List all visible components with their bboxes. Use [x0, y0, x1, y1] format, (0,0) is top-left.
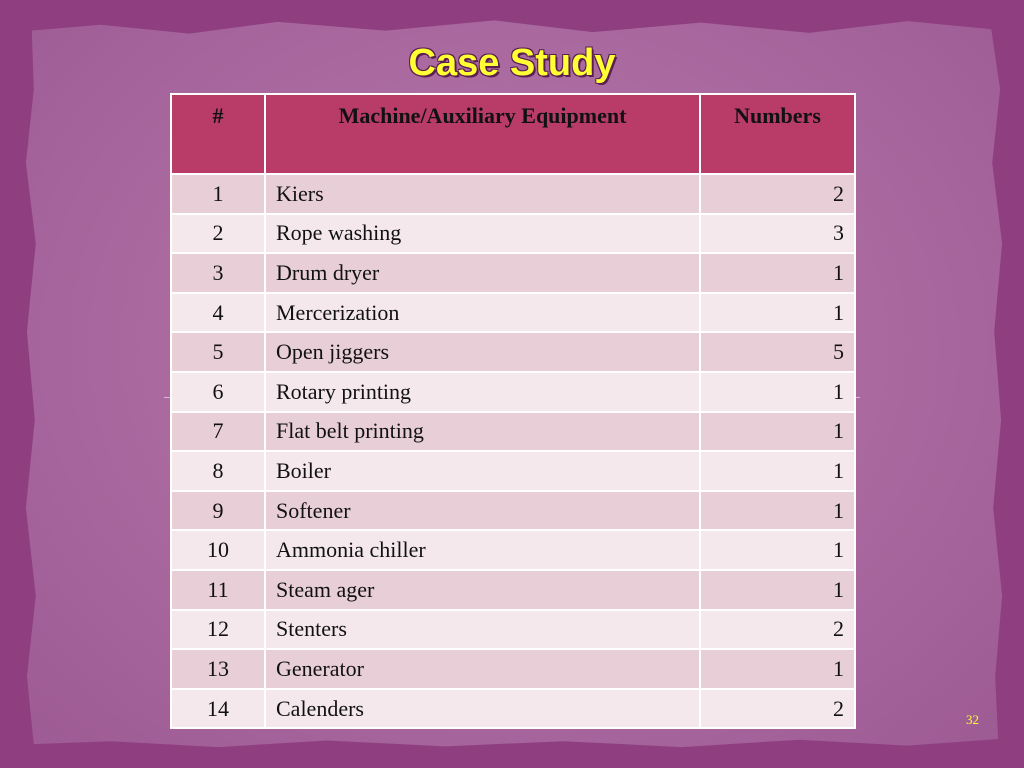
- equipment-count-cell: 1: [700, 412, 855, 452]
- row-number-cell: 8: [171, 451, 265, 491]
- equipment-count-cell: 2: [700, 174, 855, 214]
- equipment-name-cell: Open jiggers: [265, 332, 700, 372]
- equipment-count-cell: 1: [700, 293, 855, 333]
- table-row: [171, 689, 855, 729]
- row-number-cell: 3: [171, 253, 265, 293]
- equipment-name-cell: Boiler: [265, 451, 700, 491]
- row-number-cell: 6: [171, 372, 265, 412]
- table-header-row: [171, 94, 855, 174]
- equipment-name-cell: Mercerization: [265, 293, 700, 333]
- equipment-name-cell: Flat belt printing: [265, 412, 700, 452]
- table-row: [171, 610, 855, 650]
- equipment-count-cell: 1: [700, 530, 855, 570]
- row-number-cell: 10: [171, 530, 265, 570]
- table-row: [171, 174, 855, 214]
- row-number-cell: 11: [171, 570, 265, 610]
- equipment-name-cell: Drum dryer: [265, 253, 700, 293]
- row-number-cell: 2: [171, 214, 265, 254]
- equipment-table: [170, 93, 856, 729]
- equipment-name-cell: Ammonia chiller: [265, 530, 700, 570]
- row-number-cell: 12: [171, 610, 265, 650]
- table-row: [171, 491, 855, 531]
- row-number-cell: 13: [171, 649, 265, 689]
- row-number-cell: 1: [171, 174, 265, 214]
- table-row: [171, 451, 855, 491]
- table-row: [171, 530, 855, 570]
- row-number-cell: 4: [171, 293, 265, 333]
- equipment-count-cell: 1: [700, 372, 855, 412]
- equipment-name-cell: Calenders: [265, 689, 700, 729]
- table-row: [171, 570, 855, 610]
- row-number-cell: 7: [171, 412, 265, 452]
- equipment-count-cell: 1: [700, 491, 855, 531]
- table-row: [171, 253, 855, 293]
- column-header-count: Numbers: [700, 94, 855, 174]
- equipment-count-cell: 1: [700, 451, 855, 491]
- table-row: [171, 214, 855, 254]
- table-row: [171, 332, 855, 372]
- row-number-cell: 9: [171, 491, 265, 531]
- equipment-count-cell: 1: [700, 570, 855, 610]
- equipment-count-cell: 2: [700, 689, 855, 729]
- row-number-cell: 5: [171, 332, 265, 372]
- table-row: [171, 649, 855, 689]
- equipment-name-cell: Generator: [265, 649, 700, 689]
- equipment-count-cell: 1: [700, 253, 855, 293]
- equipment-name-cell: Kiers: [265, 174, 700, 214]
- page-number: 32: [966, 712, 979, 727]
- equipment-count-cell: 2: [700, 610, 855, 650]
- equipment-count-cell: 5: [700, 332, 855, 372]
- equipment-name-cell: Stenters: [265, 610, 700, 650]
- column-header-number: #: [171, 94, 265, 174]
- slide-title: Case Study: [408, 42, 616, 84]
- column-header-equipment: Machine/Auxiliary Equipment: [265, 94, 700, 174]
- table-row: [171, 412, 855, 452]
- equipment-count-cell: 1: [700, 649, 855, 689]
- equipment-name-cell: Softener: [265, 491, 700, 531]
- equipment-name-cell: Rope washing: [265, 214, 700, 254]
- row-number-cell: 14: [171, 689, 265, 729]
- equipment-name-cell: Rotary printing: [265, 372, 700, 412]
- table-row: [171, 293, 855, 333]
- table-row: [171, 372, 855, 412]
- equipment-name-cell: Steam ager: [265, 570, 700, 610]
- equipment-count-cell: 3: [700, 214, 855, 254]
